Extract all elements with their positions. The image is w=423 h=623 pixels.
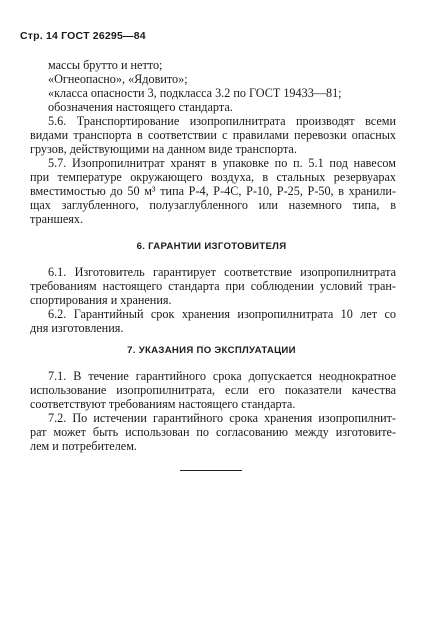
- text-line: дня изготовления.: [30, 321, 124, 335]
- text-line: соответствуют требованиям настоящего стандарта.: [30, 397, 296, 411]
- text-line: лем и потребителем.: [30, 439, 137, 453]
- text-line: обозначения настоящего стандарта.: [48, 100, 233, 114]
- text-line: грузов, действующими на данном виде транспорта.: [30, 142, 297, 156]
- text-line: вместимостью до 50 м³ типа Р-4, Р-4С, Р-10, Р-25, Р-50, в хранили-: [30, 184, 396, 198]
- text-line: «Огнеопасно», «Ядовито»;: [48, 72, 188, 86]
- text-line: 5.7. Изопропилнитрат хранят в упаковке по п. 5.1 под навесом: [48, 156, 396, 170]
- text-line: использование изопропилнитрата, если его показатели качества: [30, 383, 396, 397]
- text-line: щах заглубленного, полузаглубленного или наземного типа, в: [30, 198, 396, 212]
- text-line: при температуре окружающего воздуха, в стальных резервуарах: [30, 170, 396, 184]
- text-line: 7.1. В течение гарантийного срока допускается неоднократное: [48, 369, 396, 383]
- text-line: «класса опасности 3, подкласса 3.2 по ГОСТ 19433—81;: [48, 86, 342, 100]
- text-line: массы брутто и нетто;: [48, 58, 163, 72]
- text-line: 7.2. По истечении гарантийного срока хранения изопропилнит-: [48, 411, 396, 425]
- text-line: 5.6. Транспортирование изопропилнитрата производят всеми: [48, 114, 396, 128]
- text-line: спортирования и хранения.: [30, 293, 172, 307]
- section-6-heading: 6. ГАРАНТИИ ИЗГОТОВИТЕЛЯ: [136, 241, 287, 252]
- page-header: Стр. 14 ГОСТ 26295—84: [20, 30, 146, 42]
- text-line: рат может быть использован по согласованию между изготовите-: [30, 425, 396, 439]
- text-line: видами транспорта в соответствии с правилами перевозки опасных: [30, 128, 396, 142]
- text-line: требованиям настоящего стандарта при соблюдении условий тран-: [30, 279, 396, 293]
- text-line: 6.2. Гарантийный срок хранения изопропилнитрата 10 лет со: [48, 307, 396, 321]
- end-rule: [180, 470, 242, 471]
- section-7-heading: 7. УКАЗАНИЯ ПО ЭКСПЛУАТАЦИИ: [127, 345, 296, 356]
- text-line: траншеях.: [30, 212, 84, 226]
- text-line: 6.1. Изготовитель гарантирует соответствие изопропилнитрата: [48, 265, 396, 279]
